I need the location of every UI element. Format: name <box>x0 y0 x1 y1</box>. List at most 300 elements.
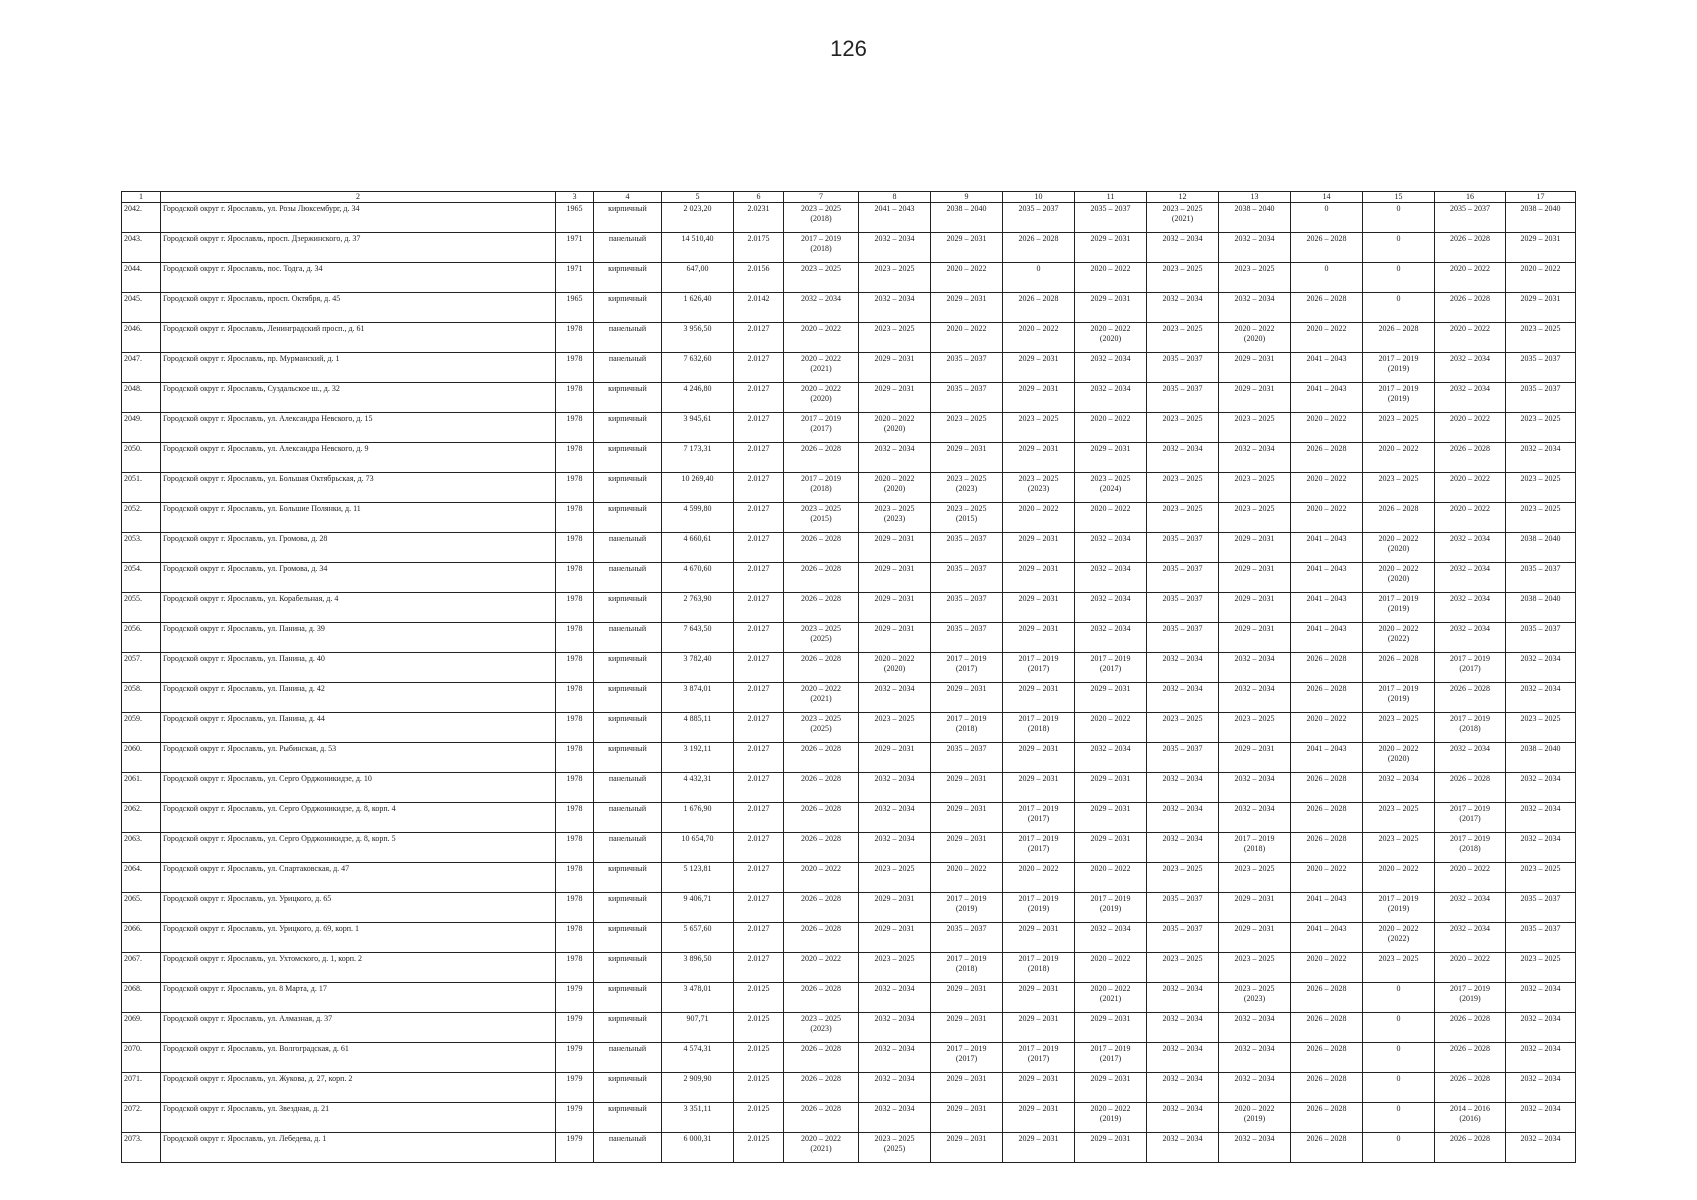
table-row <box>122 983 1576 1013</box>
table-cell: 2020 – 2022 <box>1075 953 1147 983</box>
table-cell <box>931 953 1003 983</box>
table-cell: 2026 – 2028 <box>1363 323 1435 353</box>
column-number-cell: 15 <box>1363 192 1435 203</box>
column-number-cell: 16 <box>1435 192 1506 203</box>
table-cell: 2032 – 2034 <box>1506 773 1576 803</box>
table-cell: 1978 <box>556 653 594 683</box>
table-cell: 2032 – 2034 <box>859 833 931 863</box>
table-cell <box>1363 923 1435 953</box>
address-cell: Городской округ г. Ярославль, пр. Мурманский, д. 1 <box>161 353 556 383</box>
table-cell: 1979 <box>556 1103 594 1133</box>
table-cell <box>931 653 1003 683</box>
table-cell: 2032 – 2034 <box>1506 983 1576 1013</box>
table-cell: панельный <box>594 563 662 593</box>
table-cell: кирпичный <box>594 683 662 713</box>
table-cell: 2023 – 2025 <box>859 263 931 293</box>
table-cell: 1979 <box>556 1073 594 1103</box>
table-cell: 2032 – 2034 <box>1147 443 1219 473</box>
table-cell: 2023 – 2025 <box>1363 713 1435 743</box>
table-cell: 3 874,01 <box>662 683 734 713</box>
table-cell <box>1363 533 1435 563</box>
table-cell: 2032 – 2034 <box>1219 293 1291 323</box>
table-cell: 7 643,50 <box>662 623 734 653</box>
table-cell: 2032 – 2034 <box>1435 593 1506 623</box>
table-cell: 2035 – 2037 <box>1506 923 1576 953</box>
table-cell: 2026 – 2028 <box>784 833 859 863</box>
table-cell: 2029 – 2031 <box>931 1133 1003 1163</box>
table-cell: 2029 – 2031 <box>1075 293 1147 323</box>
table-cell: 2029 – 2031 <box>1075 773 1147 803</box>
table-cell: 2023 – 2025 <box>1363 833 1435 863</box>
period-text: 2023 – 2025 <box>801 1014 841 1023</box>
column-number-cell: 12 <box>1147 192 1219 203</box>
actual-year-text: (2017) <box>955 664 978 673</box>
row-number-cell: 2051. <box>122 473 161 503</box>
table-cell: 2041 – 2043 <box>1291 743 1363 773</box>
period-text: 2023 – 2025 <box>801 624 841 633</box>
table-cell: 2032 – 2034 <box>1147 773 1219 803</box>
column-number-cell: 2 <box>161 192 556 203</box>
table-cell: 2032 – 2034 <box>1219 1043 1291 1073</box>
table-cell <box>1219 833 1291 863</box>
period-text: 2023 – 2025 <box>801 714 841 723</box>
table-cell: 1 626,40 <box>662 293 734 323</box>
actual-year-text: (2020) <box>1099 334 1122 343</box>
table-cell: 2029 – 2031 <box>1003 563 1075 593</box>
table-cell: 2023 – 2025 <box>1363 413 1435 443</box>
table-row <box>122 1073 1576 1103</box>
table-cell: 3 782,40 <box>662 653 734 683</box>
row-number-cell: 2044. <box>122 263 161 293</box>
period-text: 2017 – 2019 <box>946 954 987 963</box>
table-cell: 2.0127 <box>734 623 784 653</box>
table-cell: 2029 – 2031 <box>931 1013 1003 1043</box>
table-cell: 4 574,31 <box>662 1043 734 1073</box>
table-cell: 2023 – 2025 <box>1219 863 1291 893</box>
table-cell: 2032 – 2034 <box>859 1103 931 1133</box>
table-cell: 2029 – 2031 <box>1003 743 1075 773</box>
address-cell: Городской округ г. Ярославль, пос. Тодга, д. 34 <box>161 263 556 293</box>
table-cell: 2029 – 2031 <box>931 983 1003 1013</box>
table-cell: 2035 – 2037 <box>931 383 1003 413</box>
table-cell: 2032 – 2034 <box>1147 983 1219 1013</box>
period-text: 2020 – 2022 <box>801 384 841 393</box>
table-cell: кирпичный <box>594 1013 662 1043</box>
table-cell: 2032 – 2034 <box>1147 1013 1219 1043</box>
table-cell: 2032 – 2034 <box>1147 1043 1219 1073</box>
table-cell: 2026 – 2028 <box>784 923 859 953</box>
table-cell: 2023 – 2025 <box>1219 953 1291 983</box>
actual-year-text: (2025) <box>883 1144 906 1153</box>
period-text: 2017 – 2019 <box>1018 834 1059 843</box>
table-cell: 2020 – 2022 <box>1435 473 1506 503</box>
address-cell: Городской округ г. Ярославль, ул. Серго Орджоникидзе, д. 8, корп. 4 <box>161 803 556 833</box>
table-cell: панельный <box>594 833 662 863</box>
table-cell: 2023 – 2025 <box>1147 953 1219 983</box>
table-cell: 0 <box>1363 1043 1435 1073</box>
table-cell: кирпичный <box>594 713 662 743</box>
table-cell: 2026 – 2028 <box>784 1103 859 1133</box>
actual-year-text: (2017) <box>1099 664 1122 673</box>
table-cell: 2020 – 2022 <box>1003 863 1075 893</box>
table-cell <box>1075 983 1147 1013</box>
table-cell: 1978 <box>556 413 594 443</box>
table-cell: 2041 – 2043 <box>1291 893 1363 923</box>
table-cell: 0 <box>1291 203 1363 233</box>
period-text: 2017 – 2019 <box>1018 1044 1059 1053</box>
table-cell: 2032 – 2034 <box>1219 1133 1291 1163</box>
actual-year-text: (2021) <box>1099 994 1122 1003</box>
period-text: 2020 – 2022 <box>1378 624 1419 633</box>
table-cell: 2032 – 2034 <box>1506 1043 1576 1073</box>
table-cell: 2029 – 2031 <box>859 533 931 563</box>
table-cell: панельный <box>594 323 662 353</box>
table-cell: 2026 – 2028 <box>1291 683 1363 713</box>
table-cell <box>784 623 859 653</box>
table-row <box>122 473 1576 503</box>
address-cell: Городской округ г. Ярославль, ул. Рыбинская, д. 53 <box>161 743 556 773</box>
period-text: 2020 – 2022 <box>1090 324 1131 333</box>
table-cell: 2029 – 2031 <box>859 593 931 623</box>
table-cell: 1978 <box>556 593 594 623</box>
table-cell: 4 432,31 <box>662 773 734 803</box>
table-cell: 2032 – 2034 <box>1147 293 1219 323</box>
table-cell: 1978 <box>556 863 594 893</box>
table-cell: 2032 – 2034 <box>1147 833 1219 863</box>
table-cell: 2020 – 2022 <box>1075 713 1147 743</box>
table-cell: 2026 – 2028 <box>1003 233 1075 263</box>
column-number-cell: 1 <box>122 192 161 203</box>
period-text: 2017 – 2019 <box>801 414 841 423</box>
table-cell: 2020 – 2022 <box>1291 413 1363 443</box>
table-cell: 2020 – 2022 <box>1506 263 1576 293</box>
table-cell: 2020 – 2022 <box>784 953 859 983</box>
table-cell: 2029 – 2031 <box>1219 353 1291 383</box>
table-cell: 2023 – 2025 <box>1219 713 1291 743</box>
row-number-cell: 2067. <box>122 953 161 983</box>
table-cell <box>1075 323 1147 353</box>
table-cell: 2.0127 <box>734 413 784 443</box>
table-row <box>122 1133 1576 1163</box>
address-cell: Городской округ г. Ярославль, просп. Октября, д. 45 <box>161 293 556 323</box>
column-number-cell: 3 <box>556 192 594 203</box>
table-cell: 2038 – 2040 <box>1506 533 1576 563</box>
table-cell: кирпичный <box>594 473 662 503</box>
table-cell: 2020 – 2022 <box>931 263 1003 293</box>
table-cell: 2026 – 2028 <box>784 1073 859 1103</box>
actual-year-text: (2018) <box>1459 844 1481 853</box>
table-cell: 2029 – 2031 <box>1075 683 1147 713</box>
actual-year-text: (2019) <box>1387 904 1410 913</box>
table-cell: 2.0125 <box>734 1043 784 1073</box>
table-row <box>122 233 1576 263</box>
table-cell: 2 023,20 <box>662 203 734 233</box>
table-cell: 10 654,70 <box>662 833 734 863</box>
actual-year-text: (2017) <box>955 1054 978 1063</box>
period-text: 2017 – 2019 <box>1090 654 1131 663</box>
table-cell: 2035 – 2037 <box>1506 893 1576 923</box>
table-cell <box>1147 203 1219 233</box>
table-cell: 2.0127 <box>734 713 784 743</box>
table-cell: 2023 – 2025 <box>1219 503 1291 533</box>
actual-year-text: (2019) <box>1387 694 1410 703</box>
table-cell: 2023 – 2025 <box>784 263 859 293</box>
table-cell: 3 351,11 <box>662 1103 734 1133</box>
actual-year-text: (2023) <box>883 514 906 523</box>
page-number: 126 <box>830 36 867 61</box>
table-cell: 2032 – 2034 <box>859 803 931 833</box>
table-cell <box>1363 683 1435 713</box>
table-cell: 2026 – 2028 <box>784 773 859 803</box>
table-row <box>122 383 1576 413</box>
table-cell: 2020 – 2022 <box>784 323 859 353</box>
actual-year-text: (2017) <box>1459 814 1481 823</box>
table-cell: кирпичный <box>594 383 662 413</box>
table-cell <box>1219 1103 1291 1133</box>
table-cell: кирпичный <box>594 893 662 923</box>
period-text: 2017 – 2019 <box>946 1044 987 1053</box>
table-cell: 2032 – 2034 <box>1506 1103 1576 1133</box>
period-text: 2020 – 2022 <box>1378 534 1419 543</box>
table-cell: 7 632,60 <box>662 353 734 383</box>
table-cell: 1979 <box>556 1013 594 1043</box>
table-cell: 2026 – 2028 <box>1435 233 1506 263</box>
actual-year-text: (2017) <box>1027 1054 1050 1063</box>
table-cell: 2.0231 <box>734 203 784 233</box>
table-cell: 0 <box>1003 263 1075 293</box>
table-cell: 1978 <box>556 923 594 953</box>
period-text: 2017 – 2019 <box>1378 354 1419 363</box>
table-cell: 2032 – 2034 <box>1435 893 1506 923</box>
table-cell: 2029 – 2031 <box>1219 923 1291 953</box>
table-cell: 2.0127 <box>734 653 784 683</box>
period-text: 2023 – 2025 <box>874 504 915 513</box>
table-cell: 2026 – 2028 <box>1435 293 1506 323</box>
table-cell: 2029 – 2031 <box>1219 563 1291 593</box>
table-cell: 1978 <box>556 743 594 773</box>
table-cell: 2023 – 2025 <box>1147 473 1219 503</box>
table-cell: 2032 – 2034 <box>1219 443 1291 473</box>
period-text: 2017 – 2019 <box>1378 594 1419 603</box>
table-cell: 2029 – 2031 <box>1506 293 1576 323</box>
table-cell: 2032 – 2034 <box>859 1043 931 1073</box>
table-cell: 2.0127 <box>734 533 784 563</box>
table-cell: 3 956,50 <box>662 323 734 353</box>
table-cell: 1978 <box>556 323 594 353</box>
table-cell: 2029 – 2031 <box>1075 1133 1147 1163</box>
table-cell: 9 406,71 <box>662 893 734 923</box>
period-text: 2017 – 2019 <box>1018 714 1059 723</box>
table-cell: 2029 – 2031 <box>1219 623 1291 653</box>
table-cell: 2029 – 2031 <box>859 563 931 593</box>
row-number-cell: 2063. <box>122 833 161 863</box>
table-cell: 2.0127 <box>734 833 784 863</box>
table-cell: 2020 – 2022 <box>1435 323 1506 353</box>
table-cell: 2023 – 2025 <box>1147 263 1219 293</box>
table-cell: 2035 – 2037 <box>1147 923 1219 953</box>
table-cell: 2032 – 2034 <box>1506 1073 1576 1103</box>
table-cell: кирпичный <box>594 413 662 443</box>
table-cell: 2020 – 2022 <box>1435 503 1506 533</box>
table-cell: 2 763,90 <box>662 593 734 623</box>
table-cell <box>784 683 859 713</box>
table-cell: 2035 – 2037 <box>1147 743 1219 773</box>
table-row <box>122 563 1576 593</box>
table-cell <box>1435 713 1506 743</box>
period-text: 2023 – 2025 <box>1018 474 1059 483</box>
table-cell <box>784 233 859 263</box>
address-cell: Городской округ г. Ярославль, ул. Лебедева, д. 1 <box>161 1133 556 1163</box>
table-cell <box>1363 893 1435 923</box>
period-text: 2020 – 2022 <box>801 1134 841 1143</box>
table-cell: 2035 – 2037 <box>1506 623 1576 653</box>
table-cell: 2032 – 2034 <box>1219 233 1291 263</box>
table-cell: 2029 – 2031 <box>1003 623 1075 653</box>
table-cell: 2029 – 2031 <box>1219 383 1291 413</box>
period-text: 2017 – 2019 <box>801 474 841 483</box>
table-row <box>122 803 1576 833</box>
table-cell: кирпичный <box>594 953 662 983</box>
table-cell: 2032 – 2034 <box>859 443 931 473</box>
table-cell: 2029 – 2031 <box>931 443 1003 473</box>
table-cell <box>1075 653 1147 683</box>
period-text: 2014 – 2016 <box>1450 1104 1490 1113</box>
row-number-cell: 2066. <box>122 923 161 953</box>
actual-year-text: (2019) <box>1459 994 1481 1003</box>
column-number-cell: 8 <box>859 192 931 203</box>
table-row <box>122 533 1576 563</box>
table-cell: 2038 – 2040 <box>1506 593 1576 623</box>
row-number-cell: 2071. <box>122 1073 161 1103</box>
table-cell: 2023 – 2025 <box>859 323 931 353</box>
period-text: 2020 – 2022 <box>874 654 915 663</box>
table-cell: 2029 – 2031 <box>931 233 1003 263</box>
table-cell: 2029 – 2031 <box>1075 233 1147 263</box>
table-cell: 2023 – 2025 <box>1363 803 1435 833</box>
table-cell: 1978 <box>556 563 594 593</box>
table-cell: 2026 – 2028 <box>1435 1043 1506 1073</box>
table-cell: 2041 – 2043 <box>1291 533 1363 563</box>
row-number-cell: 2042. <box>122 203 161 233</box>
address-cell: Городской округ г. Ярославль, ул. Александра Невского, д. 9 <box>161 443 556 473</box>
column-number-cell: 11 <box>1075 192 1147 203</box>
period-text: 2017 – 2019 <box>1234 834 1275 843</box>
table-row <box>122 833 1576 863</box>
address-cell: Городской округ г. Ярославль, ул. Корабельная, д. 4 <box>161 593 556 623</box>
table-cell: 2032 – 2034 <box>1147 233 1219 263</box>
table-cell: 4 599,80 <box>662 503 734 533</box>
table-cell: 2.0127 <box>734 863 784 893</box>
table-cell: 2035 – 2037 <box>1147 593 1219 623</box>
period-text: 2020 – 2022 <box>1234 1104 1275 1113</box>
row-number-cell: 2059. <box>122 713 161 743</box>
table-cell: 7 173,31 <box>662 443 734 473</box>
table-cell: 2029 – 2031 <box>931 833 1003 863</box>
table-cell: 2023 – 2025 <box>1003 413 1075 443</box>
column-number-cell: 14 <box>1291 192 1363 203</box>
table-cell: 2023 – 2025 <box>1147 503 1219 533</box>
address-cell: Городской округ г. Ярославль, ул. Панина, д. 39 <box>161 623 556 653</box>
table-cell: 2 909,90 <box>662 1073 734 1103</box>
table-cell <box>859 473 931 503</box>
table-cell <box>859 413 931 443</box>
table-cell <box>1363 563 1435 593</box>
table-cell: 2.0127 <box>734 563 784 593</box>
table-cell: 2038 – 2040 <box>1506 203 1576 233</box>
address-cell: Городской округ г. Ярославль, ул. Урицкого, д. 69, корп. 1 <box>161 923 556 953</box>
table-cell: 2032 – 2034 <box>859 983 931 1013</box>
column-number-cell: 7 <box>784 192 859 203</box>
period-text: 2017 – 2019 <box>1018 954 1059 963</box>
table-cell: 3 945,61 <box>662 413 734 443</box>
table-cell: 2032 – 2034 <box>1506 683 1576 713</box>
table-cell <box>1363 353 1435 383</box>
table-cell: 2029 – 2031 <box>1003 383 1075 413</box>
period-text: 2017 – 2019 <box>1450 834 1490 843</box>
table-cell: 2035 – 2037 <box>1075 203 1147 233</box>
table-cell: 2026 – 2028 <box>1435 683 1506 713</box>
table-cell: 2023 – 2025 <box>1147 413 1219 443</box>
table-cell: 2.0127 <box>734 353 784 383</box>
actual-year-text: (2018) <box>1243 844 1266 853</box>
table-cell: 2035 – 2037 <box>1147 383 1219 413</box>
table-cell: 2029 – 2031 <box>1219 893 1291 923</box>
period-text: 2017 – 2019 <box>1018 804 1059 813</box>
table-cell <box>1003 803 1075 833</box>
table-cell: 2035 – 2037 <box>1506 383 1576 413</box>
address-cell: Городской округ г. Ярославль, ул. Панина, д. 40 <box>161 653 556 683</box>
address-cell: Городской округ г. Ярославль, ул. Серго Орджоникидзе, д. 10 <box>161 773 556 803</box>
table-cell: 2026 – 2028 <box>784 563 859 593</box>
table-cell <box>931 473 1003 503</box>
table-cell: 2026 – 2028 <box>1291 983 1363 1013</box>
row-number-cell: 2070. <box>122 1043 161 1073</box>
table-cell: 2023 – 2025 <box>1506 953 1576 983</box>
table-cell: 2026 – 2028 <box>784 803 859 833</box>
table-cell: 2032 – 2034 <box>1435 353 1506 383</box>
table-cell: 2026 – 2028 <box>1435 443 1506 473</box>
actual-year-text: (2020) <box>883 484 906 493</box>
table-row <box>122 713 1576 743</box>
table-cell <box>859 653 931 683</box>
period-text: 2017 – 2019 <box>946 654 987 663</box>
table-cell: 2035 – 2037 <box>931 623 1003 653</box>
table-cell: 2020 – 2022 <box>784 863 859 893</box>
table-cell: 2.0125 <box>734 1073 784 1103</box>
table-cell: 2.0127 <box>734 503 784 533</box>
table-cell: 2026 – 2028 <box>1291 293 1363 323</box>
table-cell: 2020 – 2022 <box>1003 503 1075 533</box>
column-number-row <box>122 192 1576 203</box>
table-row <box>122 743 1576 773</box>
table-cell: 2032 – 2034 <box>1075 923 1147 953</box>
table-cell: 2032 – 2034 <box>1075 563 1147 593</box>
table-cell: 2026 – 2028 <box>1291 233 1363 263</box>
actual-year-text: (2023) <box>810 1024 832 1033</box>
table-body <box>122 192 1576 1163</box>
table-cell: 2032 – 2034 <box>859 1013 931 1043</box>
actual-year-text: (2018) <box>955 724 978 733</box>
period-text: 2017 – 2019 <box>1450 984 1490 993</box>
actual-year-text: (2018) <box>1027 724 1050 733</box>
table-cell <box>784 383 859 413</box>
table-row <box>122 413 1576 443</box>
table-cell: 0 <box>1363 203 1435 233</box>
table-cell: 2020 – 2022 <box>1003 323 1075 353</box>
actual-year-text: (2017) <box>1027 844 1050 853</box>
table-cell: 2035 – 2037 <box>931 563 1003 593</box>
period-text: 2017 – 2019 <box>1450 714 1490 723</box>
